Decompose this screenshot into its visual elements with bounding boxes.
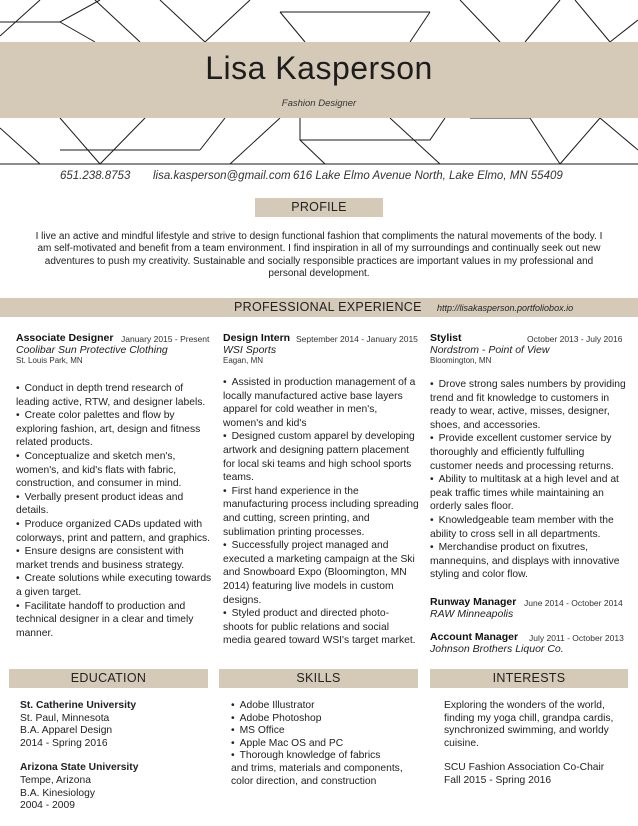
list-item: • First hand experience in the manufacturing process including spreading and cutting, screen printing, and sublimation printing processes.	[223, 485, 419, 539]
job-location-3: Bloomington, MN	[430, 356, 492, 365]
job-bullets-3	[430, 378, 626, 582]
job-company-5: Johnson Brothers Liquor Co.	[430, 643, 564, 655]
skills-extra-line: and trims, materials and components,	[231, 762, 403, 774]
interests-line: synchronized swimming, and worldy	[444, 725, 609, 737]
portfolio-link[interactable]: http://lisakasperson.portfoliobox.io	[437, 303, 574, 313]
job-bullets-1	[16, 382, 216, 640]
list-item: • Produce organized CADs updated with colorways, print and pattern, and graphics.	[16, 518, 216, 545]
list-item: • Create solutions while executing towards a given target.	[16, 572, 216, 599]
profile-summary: I live an active and mindful lifestyle and strive to design functional fashion that compliments the natural movements of the body. I am self-motivated and benefit from a team environment. I find inspiration in all of my surroundings and continually seek out new adventures to push my creativity. Sustainable and socially responsible practices are important values in my professional and personal development.	[35, 231, 603, 280]
job-title: Fashion Designer	[281, 98, 357, 109]
list-item: • Adobe Photoshop	[231, 713, 421, 726]
school-name-1: St. Catherine University	[20, 700, 137, 711]
skills-heading: SKILLS	[219, 669, 418, 688]
list-item: • Apple Mac OS and PC	[231, 738, 421, 751]
school-dates-1: 2014 - Spring 2016	[20, 737, 108, 749]
skills-list	[231, 700, 421, 763]
activity-line: SCU Fashion Association Co-Chair	[444, 762, 605, 774]
job-location-2: Eagan, MN	[223, 356, 264, 365]
list-item: • Merchandise product on fixutres, mannequins, and displays with innovative styling and color flow.	[430, 541, 626, 582]
job-company-2: WSI Sports	[223, 344, 277, 356]
job-design-intern	[223, 332, 419, 648]
list-item: • Styled product and directed photo-shoots for public relations and social media geared toward WSI's target market.	[223, 607, 419, 648]
job-location-1: St. Louis Park, MN	[16, 356, 83, 365]
job-title-1: Associate Designer	[16, 332, 114, 344]
education-section	[20, 700, 205, 813]
list-item: • Verbally present product ideas and details.	[16, 491, 216, 518]
list-item: • Conduct in depth trend research of leading active, RTW, and designer labels.	[16, 382, 216, 409]
contact-email: lisa.kasperson@gmail.com	[153, 170, 291, 182]
skills-section	[231, 700, 421, 788]
job-company-4: RAW Minneapolis	[430, 608, 514, 620]
school-degree-2: B.A. Kinesiology	[20, 787, 95, 799]
school-location-2: Tempe, Arizona	[20, 774, 91, 786]
job-dates-3: October 2013 - July 2016	[527, 334, 623, 344]
interests-line: cuisine.	[444, 737, 479, 749]
profile-heading: PROFILE	[255, 198, 383, 217]
list-item: • MS Office	[231, 725, 421, 738]
job-bullets-2	[223, 376, 419, 648]
contact-phone: 651.238.8753	[60, 170, 131, 182]
job-runway-manager	[430, 596, 626, 620]
list-item: • Designed custom apparel by developing artwork and designing pattern placement for local ski teams and high school sports teams.	[223, 430, 419, 484]
job-title-2: Design Intern	[223, 332, 291, 344]
job-stylist	[430, 332, 626, 582]
candidate-name: Lisa Kasperson	[205, 50, 433, 86]
experience-heading: PROFESSIONAL EXPERIENCE	[234, 300, 422, 314]
list-item: • Knowledgeable team member with the ability to cross sell in all departments.	[430, 514, 626, 541]
job-dates-1: January 2015 - Present	[121, 334, 210, 344]
interests-line: Exploring the wonders of the world,	[444, 700, 605, 711]
list-item: • Facilitate handoff to production and technical designer in a clear and timely manner.	[16, 600, 216, 641]
job-title-3: Stylist	[430, 332, 462, 344]
job-title-4: Runway Manager	[430, 596, 517, 608]
job-company-1: Coolibar Sun Protective Clothing	[16, 344, 168, 356]
interests-line: finding my yoga chill, grandpa cardis,	[444, 712, 614, 724]
job-account-manager	[430, 631, 626, 655]
job-associate-designer	[16, 332, 216, 640]
list-item: • Assisted in production management of a locally manufactured active base layers apparel for cold weather in men's, women's and kid's	[223, 376, 419, 430]
school-location-1: St. Paul, Minnesota	[20, 712, 110, 724]
list-item: • Thorough knowledge of fabrics	[231, 750, 421, 763]
list-item: • Successfully project managed and executed a marketing campaign at the Ski and Snowboard Expo (Bloomington, MN 2014) featuring live models in custom designs.	[223, 539, 419, 607]
skills-extra-line: color direction, and construction	[231, 775, 377, 787]
interests-section	[444, 700, 634, 788]
school-name-2: Arizona State University	[20, 762, 139, 774]
contact-address: 616 Lake Elmo Avenue North, Lake Elmo, MN 55409	[293, 170, 563, 182]
job-dates-5: July 2011 - October 2013	[529, 633, 624, 643]
job-title-5: Account Manager	[430, 631, 519, 643]
list-item: • Ensure designs are consistent with market trends and business strategy.	[16, 545, 216, 572]
job-dates-2: September 2014 - January 2015	[296, 334, 418, 344]
list-item: • Conceptualize and sketch men's, women's, and kid's flats with fabric, construction, and consumer in mind.	[16, 450, 216, 491]
activity-line: Fall 2015 - Spring 2016	[444, 774, 552, 786]
list-item: • Provide excellent customer service by thoroughly and efficiently fulfulling customer needs and processing returns.	[430, 432, 626, 473]
job-company-3: Nordstrom - Point of View	[430, 344, 550, 356]
interests-heading: INTERESTS	[430, 669, 628, 688]
list-item: • Drove strong sales numbers by providing trend and fit knowledge to customers in ready to wear, active, misses, designer, shoes, and accessories.	[430, 378, 626, 432]
education-heading: EDUCATION	[9, 669, 208, 688]
school-dates-2: 2004 - 2009	[20, 800, 75, 812]
school-degree-1: B.A. Apparel Design	[20, 725, 113, 737]
list-item: • Create color palettes and flow by exploring fashion, art, design and fitness related products.	[16, 409, 216, 450]
job-dates-4: June 2014 - October 2014	[524, 598, 623, 608]
list-item: • Adobe Illustrator	[231, 700, 421, 713]
list-item: • Ability to multitask at a high level and at peak traffic times while maintaining an orderly sales floor.	[430, 473, 626, 514]
